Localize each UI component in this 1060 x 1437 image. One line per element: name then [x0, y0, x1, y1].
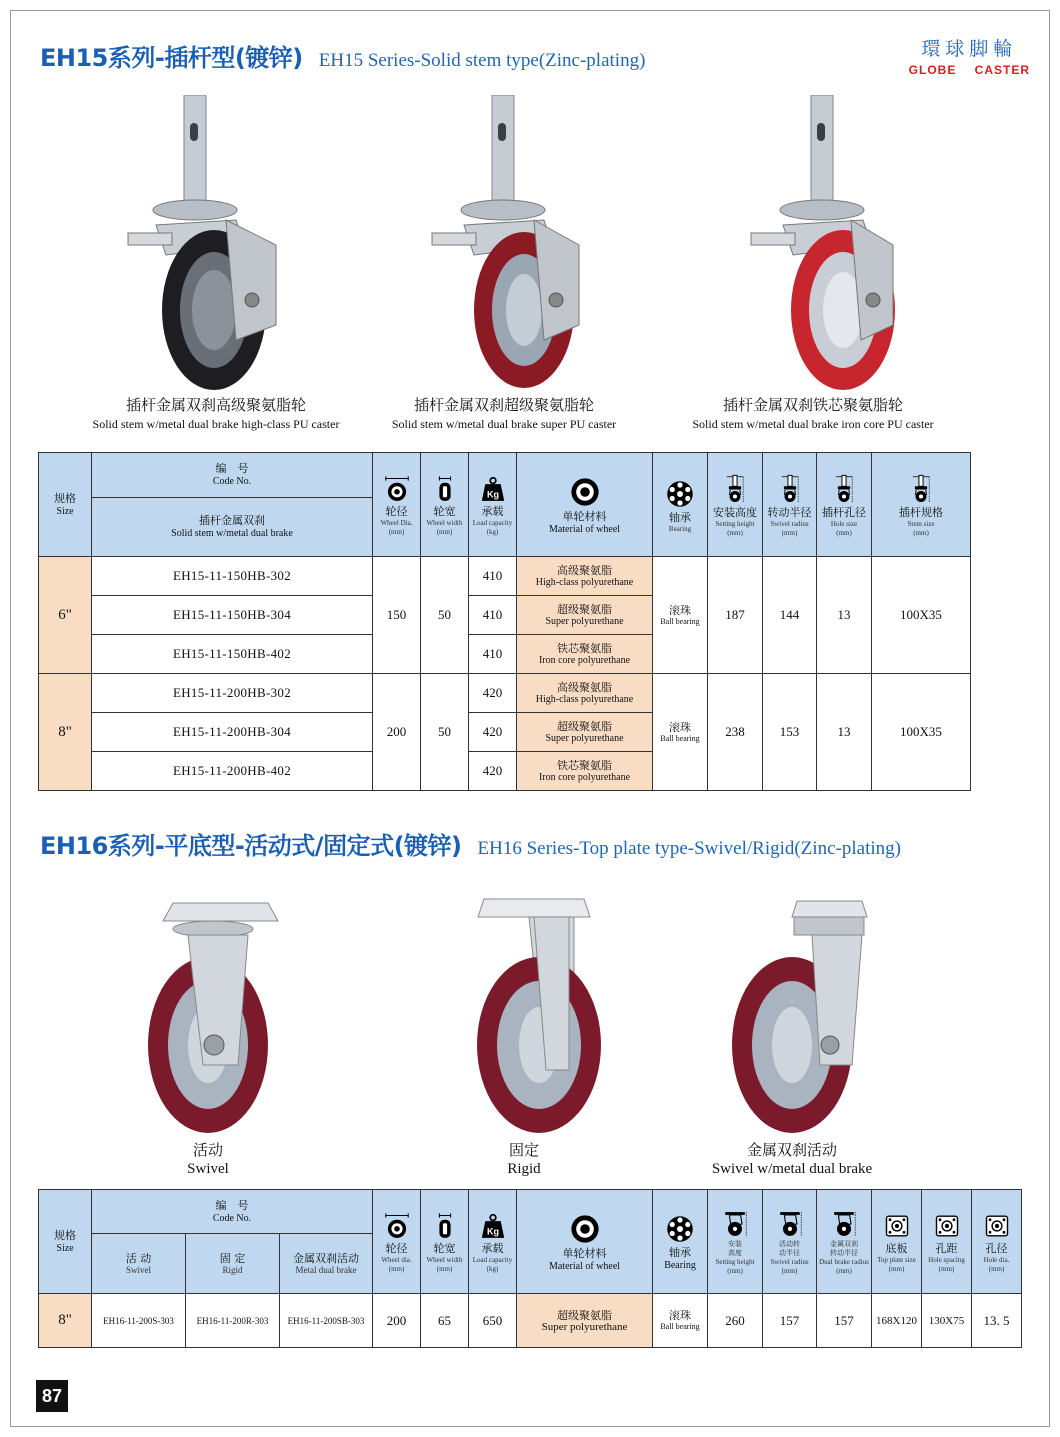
header-wheel-dia: 轮径 Wheel dia. (mm) — [373, 1190, 421, 1294]
load-weight-icon — [479, 475, 507, 503]
product-eh15-super — [354, 95, 654, 432]
dual-brake-radius-cell: 157 — [817, 1294, 872, 1348]
material-cell: 铁芯聚氨脂 Iron core polyurethane — [517, 635, 653, 674]
header-hole-dia: 孔径 Hole dia. (mm) — [972, 1190, 1022, 1294]
svg-text:Kg: Kg — [486, 489, 499, 500]
section-1-title — [40, 38, 645, 73]
header-wheel-dia: 轮径 Wheel Dia. (mm) — [373, 453, 421, 557]
header-setting-height: 安装高度 Setting height (mm) — [708, 453, 763, 557]
ball-bearing-icon — [665, 479, 695, 509]
product-caption-en: Swivel — [187, 1161, 229, 1177]
code-cell: EH15-11-200HB-402 — [92, 752, 373, 791]
load-cell: 410 — [469, 635, 517, 674]
size-cell: 8" — [39, 1294, 92, 1348]
product-caption-cn: 插杆金属双刹超级聚氨脂轮 — [413, 396, 594, 414]
setting-height-cell: 260 — [708, 1294, 763, 1348]
hole-dia-cell: 13. 5 — [972, 1294, 1022, 1348]
header-bearing: 轴承 Bearing — [653, 1190, 708, 1294]
load-cell: 650 — [469, 1294, 517, 1348]
bearing-cell: 滚珠 Ball bearing — [653, 674, 708, 791]
header-swivel-radius: 转动半径 Swivel radius (mm) — [763, 453, 817, 557]
product-caption-cn: 活动 — [192, 1141, 223, 1159]
size-cell: 6" — [39, 557, 92, 674]
section-2-title-en: EH16 Series-Top plate type-Swivel/Rigid(Zinc-plating) — [477, 838, 901, 859]
eh15-spec-table — [38, 452, 971, 791]
hole-size-cell: 13 — [817, 557, 872, 674]
load-cell: 420 — [469, 752, 517, 791]
wheel-diameter-icon — [383, 1212, 411, 1240]
wheel-material-icon — [569, 476, 601, 508]
product-caption-cn: 固定 — [508, 1141, 539, 1159]
caster-plate-rigid-image — [434, 895, 614, 1135]
header-size: 规格 Size — [39, 453, 92, 557]
header-dual-brake-radius: 金属双刹 转动半径 Dual brake radius (mm) — [817, 1190, 872, 1294]
header-material: 单轮材料 Material of wheel — [517, 453, 653, 557]
table-row — [39, 1294, 1022, 1348]
caster-stem-red-wheel-image — [723, 95, 903, 390]
size-cell: 8" — [39, 674, 92, 791]
caster-plate-swivel-image — [118, 895, 298, 1135]
product-caption-en: Solid stem w/metal dual brake super PU caster — [391, 417, 617, 431]
hole-spacing-icon — [933, 1212, 961, 1240]
header-top-plate: 底板 Top plate size (mm) — [872, 1190, 922, 1294]
material-cell: 铁芯聚氨脂 Iron core polyurethane — [517, 752, 653, 791]
wheel-material-icon — [569, 1213, 601, 1245]
header-load: Kg 承载 Load capacity (kg) — [469, 1190, 517, 1294]
header-material: 单轮材料 Material of wheel — [517, 1190, 653, 1294]
table-row — [39, 674, 971, 713]
header-wheel-width: 轮宽 Wheel width (mm) — [421, 453, 469, 557]
wheel-dia-cell: 200 — [373, 674, 421, 791]
code-cell: EH15-11-150HB-304 — [92, 596, 373, 635]
header-wheel-width: 轮宽 Wheel width (mm) — [421, 1190, 469, 1294]
wheel-dia-cell: 200 — [373, 1294, 421, 1348]
stem-size-cell: 100X35 — [872, 674, 971, 791]
wheel-dia-cell: 150 — [373, 557, 421, 674]
caster-stem-black-wheel-image — [126, 95, 306, 390]
hole-spacing-cell: 130X75 — [922, 1294, 972, 1348]
product-eh16-swivel — [58, 895, 358, 1178]
section-1-title-cn: EH15系列-插杆型(镀锌) — [40, 44, 303, 72]
page-number: 87 — [36, 1380, 68, 1412]
dual-brake-radius-icon — [830, 1210, 858, 1238]
load-weight-icon — [479, 1212, 507, 1240]
product-caption-en: Rigid — [507, 1161, 541, 1177]
section-2-title-cn: EH16系列-平底型-活动式/固定式(镀锌) — [40, 832, 462, 860]
top-plate-cell: 168X120 — [872, 1294, 922, 1348]
stem-size-cell: 100X35 — [872, 557, 971, 674]
wheel-width-icon — [431, 475, 459, 503]
swivel-radius-cell: 157 — [763, 1294, 817, 1348]
header-code: 编 号 Code No. — [92, 453, 373, 498]
ball-bearing-icon — [665, 1214, 695, 1244]
product-eh15-iron-core — [663, 95, 963, 432]
product-caption-cn: 插杆金属双刹高级聚氨脂轮 — [125, 396, 306, 414]
code-rigid-cell: EH16-11-200R-303 — [186, 1294, 280, 1348]
material-cell: 超级聚氨脂 Super polyurethane — [517, 713, 653, 752]
code-cell: EH15-11-200HB-304 — [92, 713, 373, 752]
code-swivel-cell: EH16-11-200S-303 — [92, 1294, 186, 1348]
swivel-radius-icon — [776, 474, 804, 504]
header-hole-spacing: 孔距 Hole spacing (mm) — [922, 1190, 972, 1294]
header-code-metal-brake: 金属双刹活动 Metal dual brake — [280, 1234, 373, 1294]
product-caption-cn: 金属双刹活动 — [746, 1141, 837, 1159]
setting-height-cell: 187 — [708, 557, 763, 674]
wheel-diameter-icon — [383, 475, 411, 503]
section-1-title-en: EH15 Series-Solid stem type(Zinc-plating) — [318, 50, 646, 71]
wheel-width-cell: 50 — [421, 674, 469, 791]
material-cell: 高级聚氨脂 High-class polyurethane — [517, 557, 653, 596]
material-cell: 超级聚氨脂 Super polyurethane — [517, 596, 653, 635]
svg-text:Kg: Kg — [486, 1226, 499, 1237]
product-caption-en: Solid stem w/metal dual brake high-class PU caster — [92, 417, 340, 431]
header-stem-size: 插杆规格 Stem size (mm) — [872, 453, 971, 557]
load-cell: 420 — [469, 674, 517, 713]
top-plate-icon — [883, 1212, 911, 1240]
caster-plate-brake-image — [702, 895, 882, 1135]
code-metal-brake-cell: EH16-11-200SB-303 — [280, 1294, 373, 1348]
product-caption-en: Solid stem w/metal dual brake iron core PU caster — [692, 417, 934, 431]
header-swivel-radius: 活动转 动半径 Swivel radius (mm) — [763, 1190, 817, 1294]
material-cell: 高级聚氨脂 High-class polyurethane — [517, 674, 653, 713]
caster-stem-maroon-wheel-image — [414, 95, 594, 390]
code-cell: EH15-11-150HB-302 — [92, 557, 373, 596]
header-setting-height: 安装 高度 Setting height (mm) — [708, 1190, 763, 1294]
hole-size-cell: 13 — [817, 674, 872, 791]
swivel-radius-cell: 144 — [763, 557, 817, 674]
bearing-cell: 滚珠 Ball bearing — [653, 1294, 708, 1348]
stem-size-icon — [907, 474, 935, 504]
product-caption-cn: 插杆金属双刹铁芯聚氨脂轮 — [722, 396, 903, 414]
load-cell: 410 — [469, 557, 517, 596]
hole-dia-icon — [983, 1212, 1011, 1240]
code-cell: EH15-11-200HB-302 — [92, 674, 373, 713]
code-cell: EH15-11-150HB-402 — [92, 635, 373, 674]
header-load: Kg 承载 Load capacity (kg) — [469, 453, 517, 557]
table-row — [39, 557, 971, 596]
section-2-title — [40, 826, 901, 861]
swivel-radius-icon — [776, 1210, 804, 1238]
load-cell: 420 — [469, 713, 517, 752]
product-eh15-high-class — [66, 95, 366, 432]
header-code-swivel: 活 动 Swivel — [92, 1234, 186, 1294]
wheel-width-cell: 50 — [421, 557, 469, 674]
hole-size-icon — [830, 474, 858, 504]
brand-name-en: GLOBE CASTER — [908, 63, 1030, 77]
brand-name-cn: 環球脚輪 — [921, 38, 1018, 60]
header-size: 规格 Size — [39, 1190, 92, 1294]
brand-logo — [909, 34, 1030, 77]
wheel-width-icon — [431, 1212, 459, 1240]
header-bearing: 轴承 Bearing — [653, 453, 708, 557]
load-cell: 410 — [469, 596, 517, 635]
material-cell: 超级聚氨脂 Super polyurethane — [517, 1294, 653, 1348]
header-code-sub: 插杆金属双刹 Solid stem w/metal dual brake — [92, 498, 373, 557]
setting-height-cell: 238 — [708, 674, 763, 791]
setting-height-icon — [721, 474, 749, 504]
header-code-rigid: 固 定 Rigid — [186, 1234, 280, 1294]
header-code: 编 号 Code No. — [92, 1190, 373, 1234]
bearing-cell: 滚珠 Ball bearing — [653, 557, 708, 674]
product-caption-en: Swivel w/metal dual brake — [711, 1161, 873, 1177]
setting-height-icon — [721, 1210, 749, 1238]
wheel-width-cell: 65 — [421, 1294, 469, 1348]
swivel-radius-cell: 153 — [763, 674, 817, 791]
eh16-spec-table — [38, 1189, 1022, 1348]
header-hole-size: 插杆孔径 Hole size (mm) — [817, 453, 872, 557]
product-eh16-metal-brake — [642, 895, 942, 1178]
product-eh16-rigid — [374, 895, 674, 1178]
